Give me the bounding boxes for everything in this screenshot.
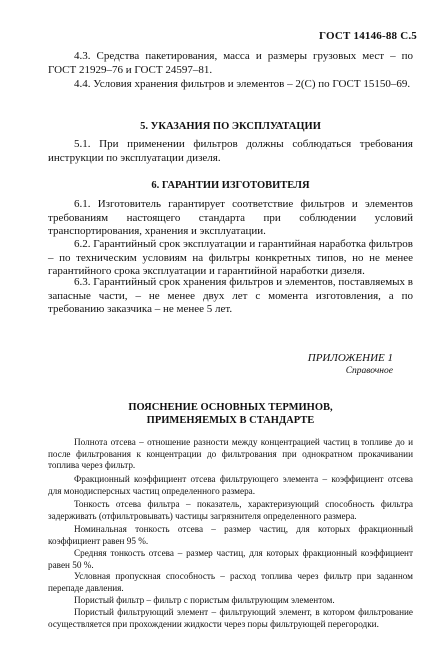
paragraph-4-4: 4.4. Условия хранения фильтров и элементов – 2(С) по ГОСТ 15150–69.	[74, 78, 411, 90]
section-5-heading: 5. УКАЗАНИЯ ПО ЭКСПЛУАТАЦИИ	[140, 121, 321, 132]
section-6-heading: 6. ГАРАНТИИ ИЗГОТОВИТЕЛЯ	[151, 180, 310, 191]
paragraph-4-3: 4.3. Средства пакетирования, масса и размеры грузовых мест – по ГОСТ 21929–76 и ГОСТ 24597–81.	[48, 50, 413, 76]
term-item: Пористый фильтр – фильтр с пористым фильтрующим элементом.	[74, 595, 335, 605]
page-header: ГОСТ 14146-88 С.5	[319, 30, 417, 42]
appendix-title-line1: ПОЯСНЕНИЕ ОСНОВНЫХ ТЕРМИНОВ,	[128, 402, 333, 413]
appendix-title-line2: ПРИМЕНЯЕМЫХ В СТАНДАРТЕ	[146, 415, 315, 426]
paragraph-6-1: 6.1. Изготовитель гарантирует соответствие фильтров и элементов требованиям настоящего стандарта при соблюдении условий транспортирования, хранения и эксплуатации.	[48, 198, 413, 238]
term-item: Пористый фильтрующий элемент – фильтрующий элемент, в котором фильтрование осуществляется при прохождении жидкости через поры фильтрующей перегородки.	[48, 607, 413, 629]
term-item: Полнота отсева – отношение разности между концентрацией частиц в топливе до и после фильтрования к концентрации до фильтрования при однократном прокачивании топлива через фильтр.	[48, 437, 413, 471]
paragraph-6-3: 6.3. Гарантийный срок хранения фильтров и элементов, поставляемых в запасные части, – не менее двух лет с момента изготовления, а по требованию заказчика – не менее 5 лет.	[48, 276, 413, 316]
term-item: Номинальная тонкость отсева – размер частиц, для которых фракционный коэффициент равен 95 %.	[48, 524, 413, 546]
paragraph-5-1: 5.1. При применении фильтров должны соблюдаться требования инструкции по эксплуатации дизеля.	[48, 138, 413, 164]
appendix-label: ПРИЛОЖЕНИЕ 1	[307, 352, 393, 364]
term-item: Условная пропускная способность – расход топлива через фильтр при заданном перепаде давления.	[48, 571, 413, 593]
term-item: Фракционный коэффициент отсева фильтрующего элемента – коэффициент отсева для монодисперсных частиц определенного размера.	[48, 474, 413, 496]
term-item: Средняя тонкость отсева – размер частиц, для которых фракционный коэффициент равен 50 %.	[48, 548, 413, 570]
paragraph-6-2: 6.2. Гарантийный срок эксплуатации и гарантийная наработка фильтров – по техническим условиям на фильтры конкретных типов, но не менее гарантийного срока эксплуатации и гарантийной наработки дизеля.	[48, 238, 413, 278]
term-item: Тонкость отсева фильтра – показатель, характеризующий способность фильтра задерживать (отфильтровывать) частицы загрязнителя определенного размера.	[48, 499, 413, 521]
appendix-sublabel: Справочное	[345, 366, 393, 376]
